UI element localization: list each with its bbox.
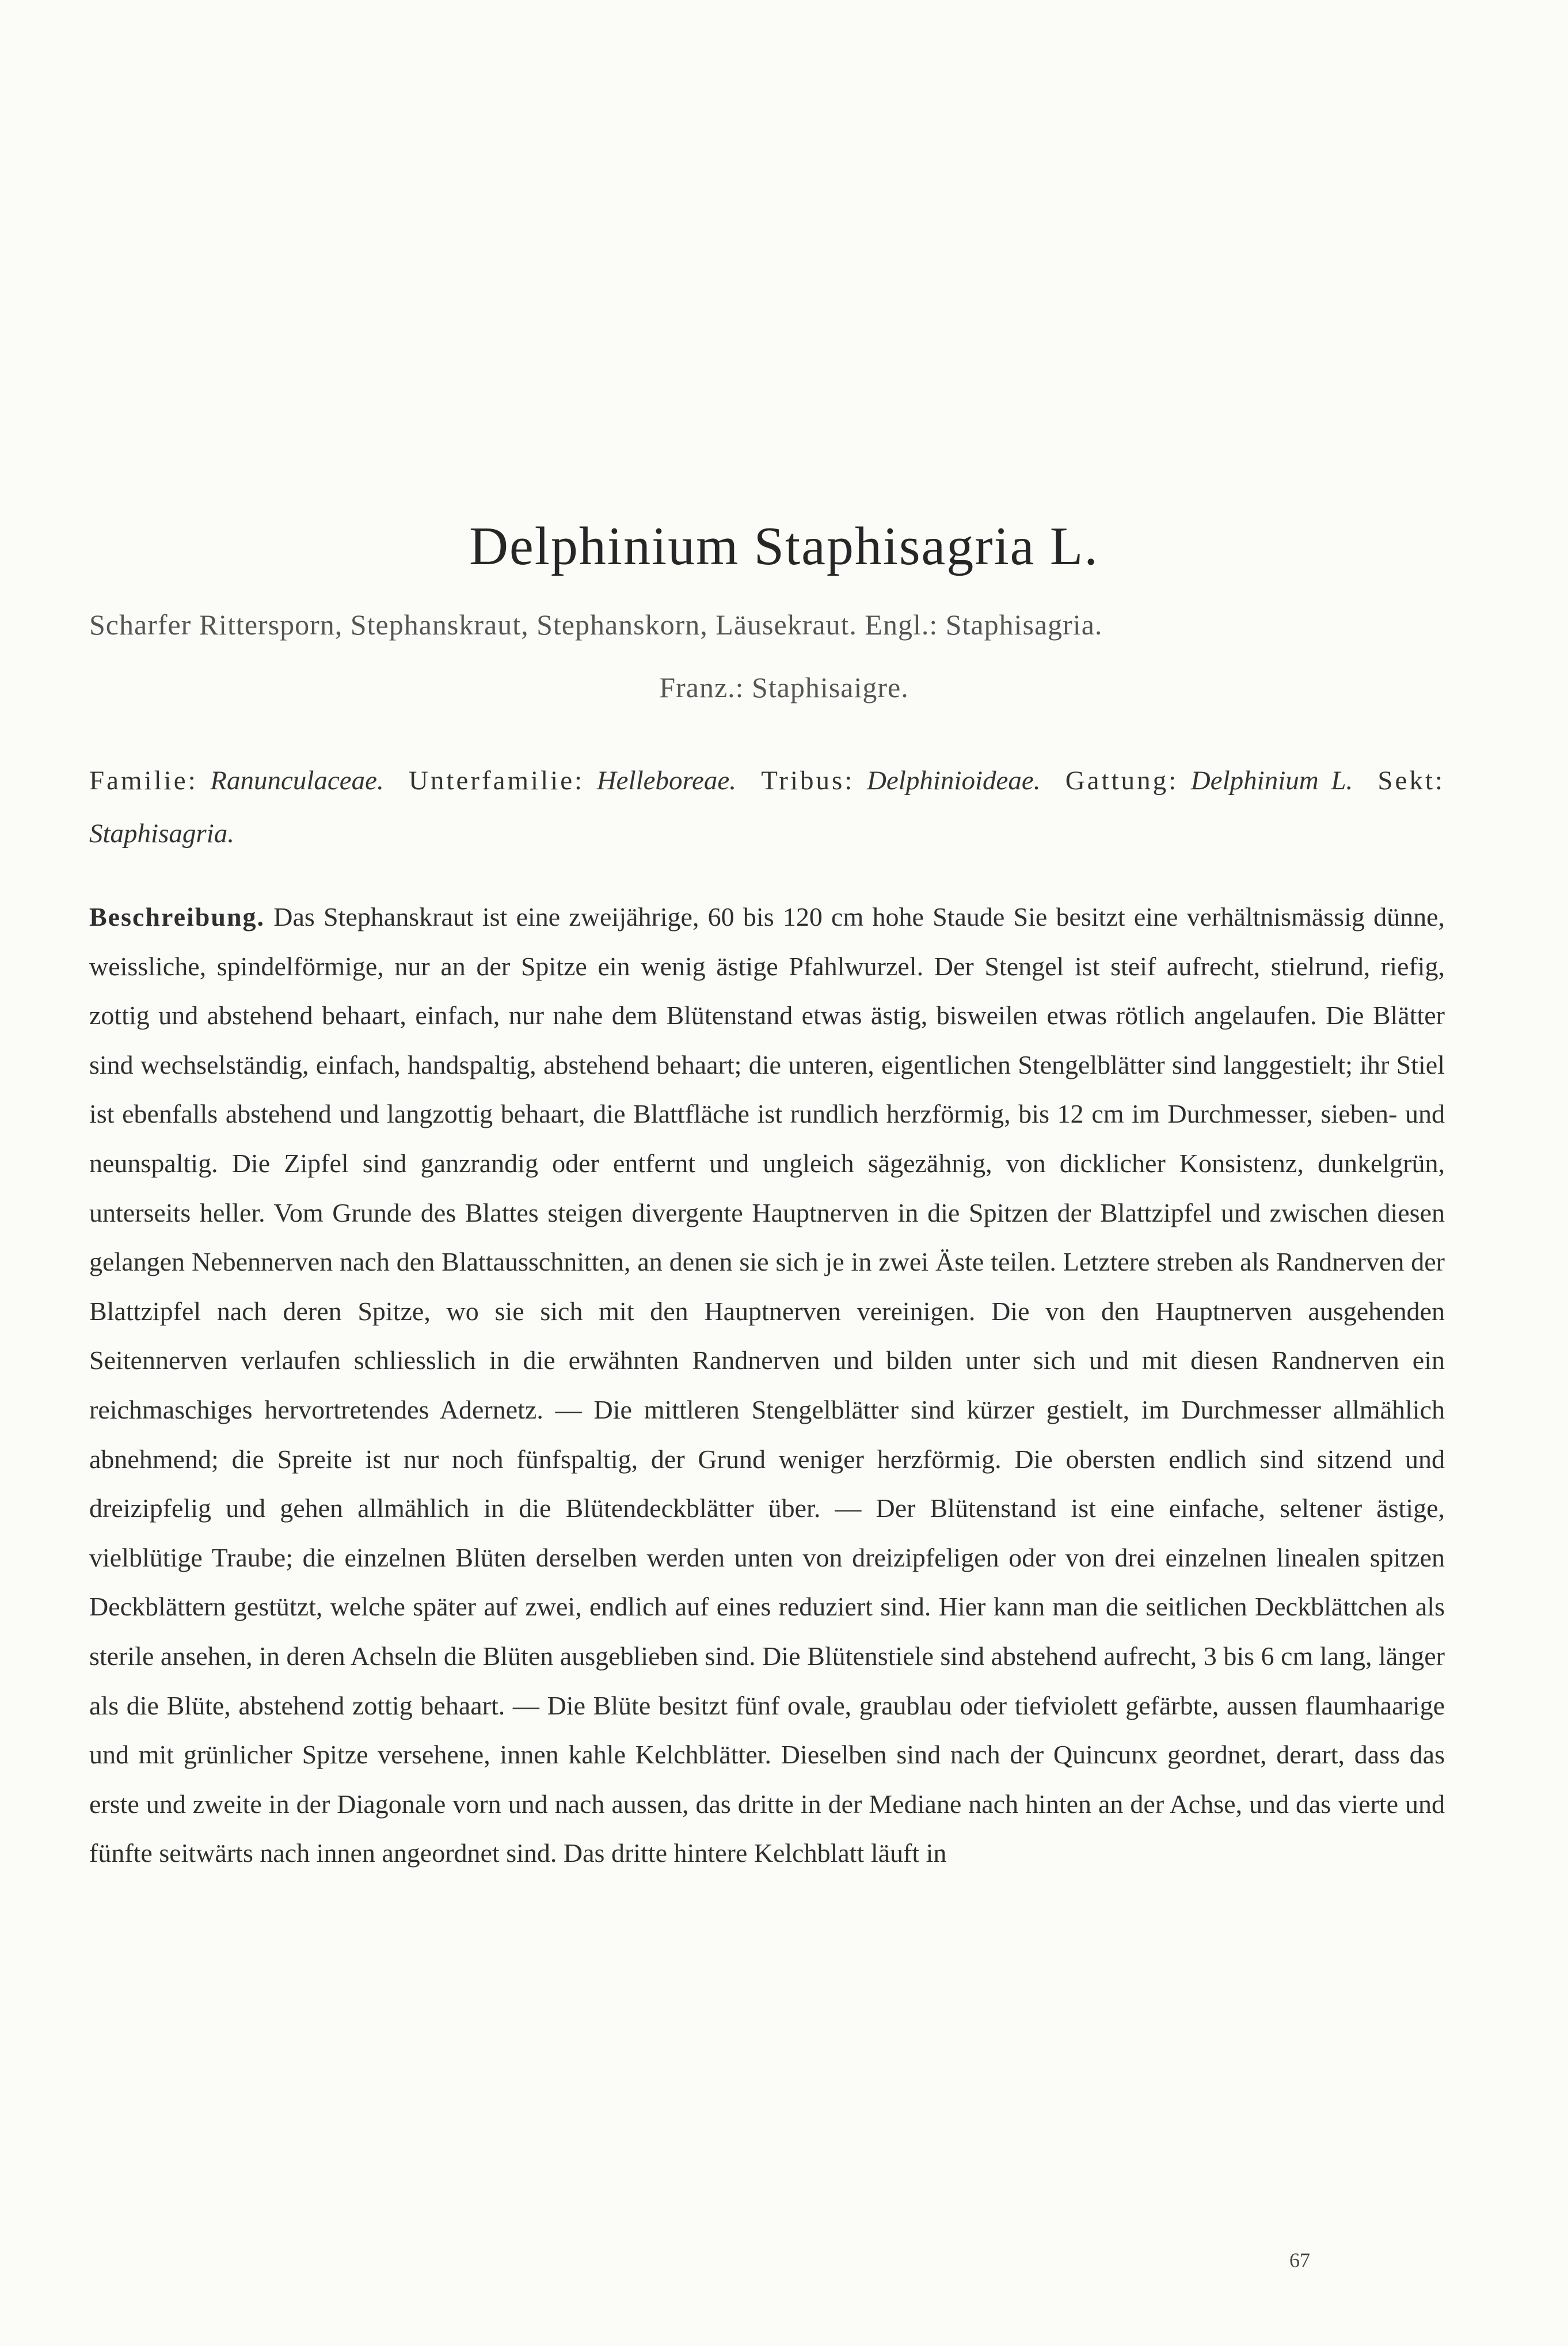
sekt-label: Sekt: [1377, 766, 1445, 796]
taxonomy-block [89, 754, 1445, 860]
page-number: 67 [1289, 2249, 1310, 2272]
tribus-label: Tribus: [761, 766, 855, 796]
common-names: Scharfer Rittersporn, Stephanskraut, Stephanskorn, Läusekraut. Engl.: Staphisagria. [89, 609, 1103, 641]
description-paragraph [89, 892, 1445, 1878]
gattung-label: Gattung: [1065, 766, 1179, 796]
familie-label: Familie: [89, 766, 198, 796]
gattung-value: Delphinium L. [1190, 766, 1353, 796]
unterfamilie-value: Helleboreae. [596, 766, 737, 796]
sekt-value: Staphisagria. [89, 819, 235, 849]
tribus-value: Delphinioideae. [866, 766, 1041, 796]
familie-value: Ranunculaceae. [210, 766, 384, 796]
page-title: Delphinium Staphisagria L. [469, 516, 1099, 576]
description-text: Das Stephanskraut ist eine zweijährige, 60 bis 120 cm hohe Staude Sie besitzt eine verhältnismässig dünne, weissliche, spindelförmige, nur an der Spitze ein wenig ästige Pfahlwurzel. Der Stengel ist steif aufrecht, stielrund, riefig, zottig und abstehend behaart, einfach, nur nahe dem Blütenstand etwas ästig, bisweilen etwas rötlich angelaufen. Die Blätter sind wechselständig, einfach, handspaltig, abstehend behaart; die unteren, eigentlichen Stengelblätter sind langgestielt; ihr Stiel ist ebenfalls abstehend und langzottig behaart, die Blattfläche ist rundlich herzförmig, bis 12 cm im Durchmesser, sieben- und neunspaltig. Die Zipfel sind ganzrandig oder entfernt und ungleich sägezähnig, von dicklicher Konsistenz, dunkelgrün, unterseits heller. Vom Grunde des Blattes steigen divergente Hauptnerven in die Spitzen der Blattzipfel und zwischen diesen gelangen Nebennerven nach den Blattausschnitten, an denen sie sich je in zwei Äste teilen. Letztere streben als Randnerven der Blattzipfel nach deren Spitze, wo sie sich mit den Hauptnerven vereinigen. Die von den Hauptnerven ausgehenden Seitennerven verlaufen schliesslich in die erwähnten Randnerven und bilden unter sich und mit diesen Randnerven ein reichmaschiges hervortretendes Adernetz. — Die mittleren Stengelblätter sind kürzer gestielt, im Durchmesser allmählich abnehmend; die Spreite ist nur noch fünfspaltig, der Grund weniger herzförmig. Die obersten endlich sind sitzend und dreizipfelig und gehen allmählich in die Blütendeckblätter über. — Der Blütenstand ist eine einfache, seltener ästige, vielblütige Traube; die einzelnen Blüten derselben werden unten von dreizipfeligen oder von drei einzelnen linealen spitzen Deckblättern gestützt, welche später auf zwei, endlich auf eines reduziert sind. Hier kann man die seitlichen Deckblättchen als sterile ansehen, in deren Achseln die Blüten ausgeblieben sind. Die Blütenstiele sind abstehend aufrecht, 3 bis 6 cm lang, länger als die Blüte, abstehend zottig behaart. — Die Blüte besitzt fünf ovale, graublau oder tiefviolett gefärbte, aussen flaumhaarige und mit grünlicher Spitze versehene, innen kahle Kelchblätter. Dieselben sind nach der Quincunx geordnet, derart, dass das erste und zweite in der Diagonale vorn und nach aussen, das dritte in der Mediane nach hinten an der Achse, und das vierte und fünfte seitwärts nach innen angeordnet sind. Das dritte hintere Kelchblatt läuft in [89, 902, 1445, 1868]
description-label: Beschreibung. [89, 902, 265, 931]
unterfamilie-label: Unterfamilie: [408, 766, 585, 796]
common-names-french: Franz.: Staphisaigre. [659, 671, 909, 704]
